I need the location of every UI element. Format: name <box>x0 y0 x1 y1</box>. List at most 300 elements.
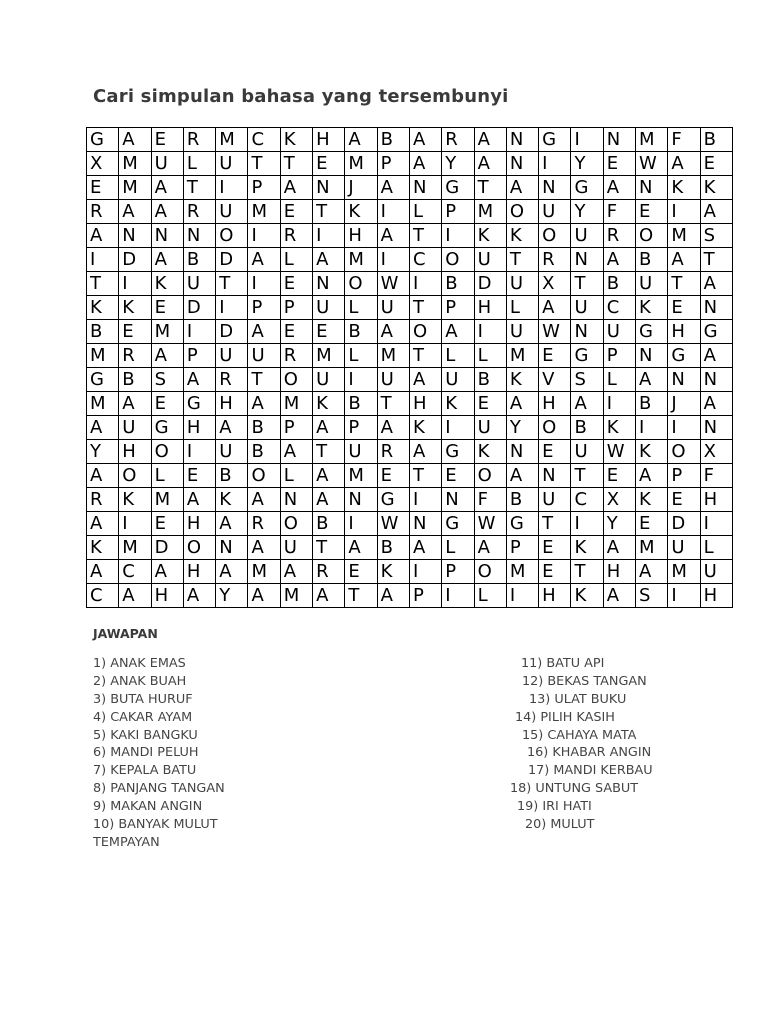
grid-cell: A <box>280 440 312 464</box>
answers-list-right <box>490 655 690 834</box>
grid-cell: E <box>119 320 151 344</box>
grid-cell: U <box>474 416 506 440</box>
grid-cell: K <box>603 416 635 440</box>
grid-cell: P <box>280 416 312 440</box>
grid-cell: G <box>571 176 603 200</box>
grid-cell: A <box>603 536 635 560</box>
grid-cell: A <box>506 464 538 488</box>
grid-cell: M <box>119 152 151 176</box>
grid-cell: U <box>539 488 571 512</box>
grid-cell: A <box>506 392 538 416</box>
grid-cell: A <box>87 512 119 536</box>
grid-cell: L <box>183 152 215 176</box>
grid-cell: U <box>474 248 506 272</box>
grid-row <box>87 536 733 560</box>
grid-cell: K <box>636 488 668 512</box>
grid-cell: B <box>248 416 280 440</box>
grid-cell: T <box>183 176 215 200</box>
grid-row <box>87 296 733 320</box>
grid-cell: E <box>87 176 119 200</box>
answers-heading: JAWAPAN <box>93 626 158 641</box>
grid-cell: I <box>377 200 409 224</box>
grid-cell: K <box>409 416 441 440</box>
grid-cell: N <box>345 488 377 512</box>
grid-row <box>87 560 733 584</box>
grid-cell: M <box>119 536 151 560</box>
grid-cell: P <box>442 560 474 584</box>
grid-cell: Y <box>571 152 603 176</box>
grid-cell: G <box>442 176 474 200</box>
grid-cell: G <box>442 512 474 536</box>
grid-cell: C <box>571 488 603 512</box>
grid-cell: I <box>409 272 441 296</box>
grid-cell: M <box>506 344 538 368</box>
grid-cell: M <box>313 344 345 368</box>
grid-cell: O <box>474 464 506 488</box>
grid-cell: A <box>151 560 183 584</box>
answer-item: 15) CAHAYA MATA <box>522 727 637 743</box>
grid-cell: A <box>151 200 183 224</box>
grid-cell: B <box>345 320 377 344</box>
grid-cell: T <box>313 536 345 560</box>
grid-row <box>87 392 733 416</box>
grid-cell: O <box>506 200 538 224</box>
grid-cell: Y <box>87 440 119 464</box>
answer-item: 3) BUTA HURUF <box>93 691 193 707</box>
grid-cell: A <box>636 464 668 488</box>
grid-cell: A <box>409 536 441 560</box>
grid-cell: A <box>603 176 635 200</box>
grid-cell: P <box>377 152 409 176</box>
grid-cell: Y <box>216 584 248 608</box>
grid-cell: T <box>248 368 280 392</box>
grid-cell: N <box>280 488 312 512</box>
grid-cell: E <box>313 320 345 344</box>
grid-cell: E <box>539 344 571 368</box>
grid-row <box>87 200 733 224</box>
answer-item: 20) MULUT <box>525 817 595 833</box>
grid-cell: K <box>280 128 312 152</box>
grid-cell: S <box>151 368 183 392</box>
grid-cell: A <box>313 584 345 608</box>
grid-cell: G <box>442 440 474 464</box>
grid-cell: A <box>87 464 119 488</box>
grid-cell: T <box>668 272 700 296</box>
grid-cell: U <box>668 536 700 560</box>
grid-cell: U <box>216 152 248 176</box>
grid-cell: H <box>700 488 732 512</box>
grid-cell: E <box>377 464 409 488</box>
grid-cell: K <box>700 176 732 200</box>
grid-cell: L <box>442 536 474 560</box>
grid-cell: B <box>87 320 119 344</box>
grid-cell: H <box>474 296 506 320</box>
grid-cell: A <box>313 488 345 512</box>
grid-cell: S <box>571 368 603 392</box>
grid-row <box>87 176 733 200</box>
grid-cell: G <box>87 368 119 392</box>
grid-cell: I <box>119 272 151 296</box>
grid-cell: S <box>636 584 668 608</box>
grid-cell: K <box>151 272 183 296</box>
grid-cell: T <box>474 176 506 200</box>
grid-cell: U <box>313 368 345 392</box>
grid-cell: E <box>539 536 571 560</box>
grid-cell: I <box>442 584 474 608</box>
grid-cell: M <box>248 200 280 224</box>
grid-cell: K <box>119 296 151 320</box>
grid-row <box>87 512 733 536</box>
grid-cell: K <box>87 536 119 560</box>
grid-cell: O <box>280 512 312 536</box>
grid-cell: A <box>151 344 183 368</box>
grid-cell: H <box>603 560 635 584</box>
grid-cell: I <box>183 320 215 344</box>
grid-cell: K <box>313 392 345 416</box>
grid-cell: U <box>700 560 732 584</box>
grid-cell: M <box>345 464 377 488</box>
grid-cell: P <box>409 584 441 608</box>
grid-cell: C <box>119 560 151 584</box>
grid-cell: O <box>539 416 571 440</box>
grid-cell: K <box>668 176 700 200</box>
grid-cell: I <box>668 584 700 608</box>
grid-cell: A <box>87 224 119 248</box>
grid-cell: M <box>377 344 409 368</box>
grid-cell: U <box>345 440 377 464</box>
grid-cell: J <box>345 176 377 200</box>
grid-cell: B <box>571 416 603 440</box>
grid-cell: N <box>409 176 441 200</box>
grid-cell: B <box>442 272 474 296</box>
grid-row <box>87 368 733 392</box>
grid-cell: A <box>700 392 732 416</box>
answer-item: 5) KAKI BANGKU <box>93 727 198 743</box>
grid-cell: A <box>409 152 441 176</box>
grid-cell: A <box>119 392 151 416</box>
grid-cell: B <box>248 440 280 464</box>
grid-cell: P <box>506 536 538 560</box>
grid-cell: I <box>636 416 668 440</box>
grid-cell: N <box>668 368 700 392</box>
grid-cell: L <box>506 296 538 320</box>
grid-cell: H <box>668 320 700 344</box>
grid-cell: G <box>636 320 668 344</box>
grid-cell: B <box>636 248 668 272</box>
grid-cell: R <box>183 128 215 152</box>
grid-cell: X <box>603 488 635 512</box>
page-title: Cari simpulan bahasa yang tersembunyi <box>93 86 509 107</box>
grid-cell: N <box>636 344 668 368</box>
grid-cell: E <box>151 512 183 536</box>
answer-item: 9) MAKAN ANGIN <box>93 799 203 815</box>
answer-item: 19) IRI HATI <box>517 799 592 815</box>
answer-item: 8) PANJANG TANGAN <box>93 781 225 797</box>
grid-cell: W <box>474 512 506 536</box>
grid-cell: I <box>345 368 377 392</box>
grid-cell: P <box>345 416 377 440</box>
grid-cell: A <box>216 560 248 584</box>
grid-cell: L <box>700 536 732 560</box>
answer-item: 6) MANDI PELUH <box>93 745 199 761</box>
grid-cell: M <box>474 200 506 224</box>
grid-cell: T <box>409 224 441 248</box>
grid-cell: A <box>668 248 700 272</box>
grid-cell: I <box>345 512 377 536</box>
grid-cell: P <box>442 296 474 320</box>
grid-cell: A <box>313 416 345 440</box>
grid-cell: I <box>668 416 700 440</box>
grid-cell: T <box>377 392 409 416</box>
grid-cell: N <box>506 440 538 464</box>
grid-cell: A <box>668 152 700 176</box>
grid-cell: F <box>668 128 700 152</box>
answer-item: 1) ANAK EMAS <box>93 656 186 671</box>
grid-cell: D <box>151 536 183 560</box>
grid-cell: E <box>668 488 700 512</box>
grid-cell: A <box>87 416 119 440</box>
grid-cell: O <box>409 320 441 344</box>
grid-cell: K <box>571 584 603 608</box>
grid-cell: E <box>700 152 732 176</box>
grid-cell: I <box>409 488 441 512</box>
grid-cell: R <box>442 128 474 152</box>
grid-cell: L <box>345 296 377 320</box>
grid-cell: P <box>248 176 280 200</box>
grid-cell: B <box>216 464 248 488</box>
grid-cell: P <box>668 464 700 488</box>
grid-cell: H <box>539 392 571 416</box>
grid-cell: B <box>183 248 215 272</box>
grid-cell: M <box>668 224 700 248</box>
grid-cell: I <box>87 248 119 272</box>
grid-cell: L <box>474 344 506 368</box>
answers-list-left <box>93 655 273 852</box>
grid-cell: L <box>474 584 506 608</box>
grid-cell: F <box>700 464 732 488</box>
grid-cell: U <box>119 416 151 440</box>
grid-cell: D <box>119 248 151 272</box>
grid-row <box>87 224 733 248</box>
grid-cell: A <box>248 536 280 560</box>
grid-cell: A <box>87 560 119 584</box>
grid-cell: M <box>87 392 119 416</box>
grid-cell: M <box>216 128 248 152</box>
grid-cell: O <box>183 536 215 560</box>
grid-cell: M <box>345 248 377 272</box>
grid-cell: T <box>87 272 119 296</box>
grid-cell: T <box>280 152 312 176</box>
grid-cell: R <box>87 200 119 224</box>
grid-cell: U <box>151 152 183 176</box>
grid-cell: U <box>571 224 603 248</box>
grid-cell: L <box>151 464 183 488</box>
grid-cell: E <box>539 440 571 464</box>
grid-cell: B <box>474 368 506 392</box>
grid-cell: O <box>636 224 668 248</box>
grid-cell: A <box>571 392 603 416</box>
grid-cell: B <box>377 536 409 560</box>
grid-cell: N <box>119 224 151 248</box>
grid-cell: G <box>377 488 409 512</box>
grid-cell: U <box>571 440 603 464</box>
grid-cell: O <box>442 248 474 272</box>
grid-cell: P <box>248 296 280 320</box>
grid-cell: K <box>119 488 151 512</box>
grid-cell: D <box>474 272 506 296</box>
grid-row <box>87 488 733 512</box>
grid-cell: I <box>571 128 603 152</box>
grid-cell: N <box>603 128 635 152</box>
grid-cell: B <box>377 128 409 152</box>
grid-cell: A <box>248 584 280 608</box>
grid-cell: I <box>216 296 248 320</box>
grid-cell: E <box>603 152 635 176</box>
grid-cell: T <box>313 200 345 224</box>
grid-cell: D <box>183 296 215 320</box>
grid-cell: U <box>216 344 248 368</box>
grid-cell: G <box>183 392 215 416</box>
grid-cell: K <box>216 488 248 512</box>
grid-cell: E <box>474 392 506 416</box>
grid-cell: M <box>636 128 668 152</box>
grid-cell: O <box>248 464 280 488</box>
grid-cell: Y <box>603 512 635 536</box>
grid-cell: T <box>216 272 248 296</box>
grid-cell: K <box>345 200 377 224</box>
grid-cell: L <box>280 248 312 272</box>
grid-cell: U <box>442 368 474 392</box>
grid-row <box>87 152 733 176</box>
grid-row <box>87 344 733 368</box>
grid-row <box>87 416 733 440</box>
grid-cell: N <box>700 416 732 440</box>
grid-cell: I <box>313 224 345 248</box>
grid-cell: U <box>603 320 635 344</box>
grid-cell: V <box>539 368 571 392</box>
grid-cell: T <box>345 584 377 608</box>
grid-cell: M <box>506 560 538 584</box>
grid-cell: A <box>377 224 409 248</box>
grid-cell: G <box>539 128 571 152</box>
grid-cell: R <box>87 488 119 512</box>
grid-cell: B <box>700 128 732 152</box>
grid-cell: U <box>248 344 280 368</box>
grid-cell: P <box>280 296 312 320</box>
grid-cell: Y <box>442 152 474 176</box>
grid-cell: E <box>345 560 377 584</box>
grid-cell: N <box>183 224 215 248</box>
grid-cell: O <box>345 272 377 296</box>
grid-cell: W <box>603 440 635 464</box>
grid-cell: A <box>506 176 538 200</box>
grid-cell: N <box>539 464 571 488</box>
grid-cell: E <box>280 320 312 344</box>
grid-cell: C <box>603 296 635 320</box>
grid-cell: L <box>442 344 474 368</box>
grid-cell: M <box>280 584 312 608</box>
grid-cell: A <box>700 200 732 224</box>
grid-cell: X <box>539 272 571 296</box>
grid-cell: R <box>248 512 280 536</box>
grid-cell: M <box>248 560 280 584</box>
grid-cell: I <box>216 176 248 200</box>
grid-cell: K <box>474 224 506 248</box>
grid-cell: A <box>248 488 280 512</box>
grid-cell: G <box>571 344 603 368</box>
answer-item: 11) BATU API <box>521 656 605 671</box>
grid-cell: R <box>377 440 409 464</box>
grid-cell: T <box>539 512 571 536</box>
grid-cell: I <box>668 200 700 224</box>
grid-cell: L <box>345 344 377 368</box>
grid-cell: A <box>183 584 215 608</box>
grid-cell: D <box>216 320 248 344</box>
grid-cell: E <box>151 392 183 416</box>
grid-cell: I <box>409 560 441 584</box>
grid-cell: A <box>280 176 312 200</box>
grid-cell: J <box>668 392 700 416</box>
grid-cell: E <box>151 296 183 320</box>
grid-cell: N <box>313 272 345 296</box>
grid-cell: T <box>248 152 280 176</box>
grid-cell: M <box>668 560 700 584</box>
grid-cell: R <box>119 344 151 368</box>
grid-cell: K <box>506 224 538 248</box>
grid-cell: I <box>474 320 506 344</box>
grid-cell: K <box>506 368 538 392</box>
grid-cell: A <box>409 368 441 392</box>
grid-cell: K <box>636 440 668 464</box>
grid-cell: I <box>603 392 635 416</box>
grid-cell: A <box>119 200 151 224</box>
grid-cell: O <box>668 440 700 464</box>
grid-cell: E <box>151 128 183 152</box>
grid-cell: O <box>280 368 312 392</box>
grid-cell: H <box>119 440 151 464</box>
grid-cell: G <box>87 128 119 152</box>
grid-cell: A <box>539 296 571 320</box>
grid-cell: A <box>700 272 732 296</box>
grid-cell: A <box>119 128 151 152</box>
grid-cell: R <box>539 248 571 272</box>
grid-cell: R <box>313 560 345 584</box>
answer-item: 2) ANAK BUAH <box>93 673 187 689</box>
grid-cell: E <box>183 464 215 488</box>
grid-cell: N <box>506 152 538 176</box>
grid-cell: P <box>442 200 474 224</box>
grid-cell: U <box>377 368 409 392</box>
grid-cell: I <box>248 224 280 248</box>
grid-cell: O <box>151 440 183 464</box>
grid-cell: K <box>87 296 119 320</box>
grid-cell: A <box>442 320 474 344</box>
grid-cell: G <box>151 416 183 440</box>
grid-cell: H <box>700 584 732 608</box>
grid-cell: B <box>603 272 635 296</box>
grid-cell: U <box>377 296 409 320</box>
grid-cell: E <box>280 200 312 224</box>
grid-cell: W <box>377 272 409 296</box>
grid-cell: Y <box>506 416 538 440</box>
grid-cell: I <box>700 512 732 536</box>
grid-cell: H <box>313 128 345 152</box>
grid-cell: I <box>506 584 538 608</box>
grid-cell: N <box>216 536 248 560</box>
grid-row <box>87 584 733 608</box>
grid-row <box>87 248 733 272</box>
grid-cell: B <box>506 488 538 512</box>
